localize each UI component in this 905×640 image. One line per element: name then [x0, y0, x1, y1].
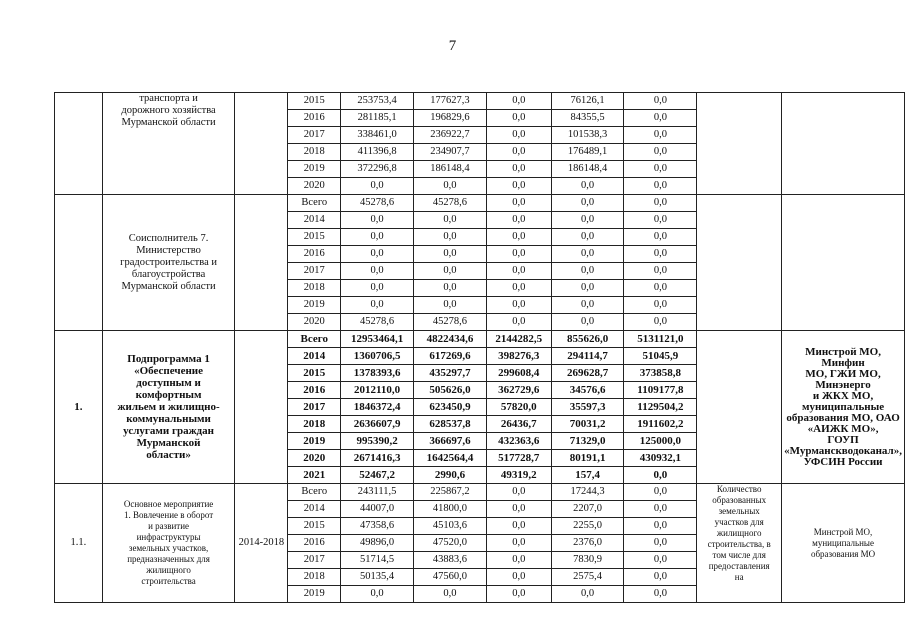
value-cell: 0,0 — [414, 178, 487, 195]
value-cell: 338461,0 — [341, 127, 414, 144]
value-cell: 225867,2 — [414, 484, 487, 501]
value-cell: 2671416,3 — [341, 450, 414, 467]
indicator-cell — [697, 331, 782, 484]
year-cell: 2019 — [288, 297, 341, 314]
value-cell: 0,0 — [486, 297, 551, 314]
program-name: транспорта и дорожного хозяйства Мурманской области — [102, 93, 235, 195]
value-cell: 1129504,2 — [624, 399, 697, 416]
value-cell: 0,0 — [486, 212, 551, 229]
value-cell: 0,0 — [486, 161, 551, 178]
period-cell — [235, 195, 288, 331]
table-row — [55, 195, 905, 212]
executors-cell — [782, 93, 905, 195]
year-cell: Всего — [288, 484, 341, 501]
value-cell: 505626,0 — [414, 382, 487, 399]
value-cell: 0,0 — [341, 212, 414, 229]
year-cell: 2018 — [288, 416, 341, 433]
value-cell: 0,0 — [624, 484, 697, 501]
value-cell: 0,0 — [551, 212, 624, 229]
value-cell: 299608,4 — [486, 365, 551, 382]
value-cell: 1642564,4 — [414, 450, 487, 467]
value-cell: 51714,5 — [341, 552, 414, 569]
value-cell: 2636607,9 — [341, 416, 414, 433]
value-cell: 0,0 — [486, 127, 551, 144]
value-cell: 196829,6 — [414, 110, 487, 127]
year-cell: 2020 — [288, 450, 341, 467]
value-cell: 17244,3 — [551, 484, 624, 501]
period-cell: 2014-2018 — [235, 484, 288, 603]
value-cell: 50135,4 — [341, 569, 414, 586]
value-cell: 0,0 — [551, 280, 624, 297]
value-cell: 2255,0 — [551, 518, 624, 535]
value-cell: 176489,1 — [551, 144, 624, 161]
year-cell: Всего — [288, 195, 341, 212]
value-cell: 71329,0 — [551, 433, 624, 450]
value-cell: 243111,5 — [341, 484, 414, 501]
year-cell: 2019 — [288, 161, 341, 178]
value-cell: 0,0 — [624, 229, 697, 246]
value-cell: 45278,6 — [341, 314, 414, 331]
value-cell: 2012110,0 — [341, 382, 414, 399]
value-cell: 281185,1 — [341, 110, 414, 127]
value-cell: 0,0 — [341, 297, 414, 314]
value-cell: 0,0 — [486, 110, 551, 127]
value-cell: 2207,0 — [551, 501, 624, 518]
year-cell: 2015 — [288, 365, 341, 382]
period-cell — [235, 93, 288, 195]
value-cell: 186148,4 — [414, 161, 487, 178]
value-cell: 0,0 — [486, 501, 551, 518]
value-cell: 0,0 — [486, 263, 551, 280]
program-table — [54, 92, 905, 603]
page-number: 7 — [448, 38, 457, 54]
value-cell: 0,0 — [624, 195, 697, 212]
value-cell: 0,0 — [551, 178, 624, 195]
value-cell: 47560,0 — [414, 569, 487, 586]
value-cell: 26436,7 — [486, 416, 551, 433]
year-cell: 2016 — [288, 382, 341, 399]
value-cell: 34576,6 — [551, 382, 624, 399]
row-number — [55, 195, 103, 331]
value-cell: 1911602,2 — [624, 416, 697, 433]
value-cell: 70031,2 — [551, 416, 624, 433]
value-cell: 49896,0 — [341, 535, 414, 552]
year-cell: 2018 — [288, 569, 341, 586]
value-cell: 0,0 — [341, 280, 414, 297]
value-cell: 0,0 — [624, 161, 697, 178]
year-cell: 2015 — [288, 518, 341, 535]
value-cell: 0,0 — [624, 586, 697, 603]
value-cell: 0,0 — [551, 229, 624, 246]
value-cell: 43883,6 — [414, 552, 487, 569]
value-cell: 0,0 — [486, 93, 551, 110]
year-cell: 2017 — [288, 552, 341, 569]
value-cell: 0,0 — [624, 297, 697, 314]
value-cell: 49319,2 — [486, 467, 551, 484]
value-cell: 435297,7 — [414, 365, 487, 382]
value-cell: 0,0 — [414, 263, 487, 280]
value-cell: 44007,0 — [341, 501, 414, 518]
value-cell: 0,0 — [551, 195, 624, 212]
value-cell: 12953464,1 — [341, 331, 414, 348]
value-cell: 0,0 — [624, 535, 697, 552]
value-cell: 0,0 — [624, 93, 697, 110]
value-cell: 0,0 — [486, 178, 551, 195]
value-cell: 366697,6 — [414, 433, 487, 450]
value-cell: 0,0 — [624, 110, 697, 127]
value-cell: 432363,6 — [486, 433, 551, 450]
year-cell: 2016 — [288, 110, 341, 127]
value-cell: 253753,4 — [341, 93, 414, 110]
value-cell: 0,0 — [624, 569, 697, 586]
value-cell: 294114,7 — [551, 348, 624, 365]
year-cell: 2020 — [288, 178, 341, 195]
value-cell: 0,0 — [486, 569, 551, 586]
value-cell: 1360706,5 — [341, 348, 414, 365]
value-cell: 80191,1 — [551, 450, 624, 467]
value-cell: 373858,8 — [624, 365, 697, 382]
value-cell: 47358,6 — [341, 518, 414, 535]
value-cell: 0,0 — [624, 178, 697, 195]
value-cell: 2575,4 — [551, 569, 624, 586]
value-cell: 2376,0 — [551, 535, 624, 552]
value-cell: 0,0 — [414, 586, 487, 603]
year-cell: 2018 — [288, 144, 341, 161]
year-cell: 2021 — [288, 467, 341, 484]
value-cell: 0,0 — [414, 212, 487, 229]
executors-cell: Минстрой МО, Минфин МО, ГЖИ МО, Минэнерго и ЖКХ МО, муниципальные образования МО, ОАО «АИЖК МО», ГОУП «Мурманскводоканал», УФСИН России — [782, 331, 905, 484]
value-cell: 0,0 — [414, 297, 487, 314]
value-cell: 41800,0 — [414, 501, 487, 518]
program-name: Основное мероприятие 1. Вовлечение в оборот и развитие инфраструктуры земельных участков, предназначенных для жилищного строительства — [102, 484, 235, 603]
value-cell: 0,0 — [551, 586, 624, 603]
row-number: 1.1. — [55, 484, 103, 603]
year-cell: 2016 — [288, 535, 341, 552]
year-cell: 2017 — [288, 127, 341, 144]
value-cell: 1846372,4 — [341, 399, 414, 416]
value-cell: 0,0 — [624, 127, 697, 144]
value-cell: 628537,8 — [414, 416, 487, 433]
year-cell: 2014 — [288, 348, 341, 365]
value-cell: 0,0 — [486, 246, 551, 263]
value-cell: 0,0 — [414, 229, 487, 246]
table-row — [55, 331, 905, 348]
year-cell: 2017 — [288, 263, 341, 280]
value-cell: 0,0 — [486, 144, 551, 161]
value-cell: 0,0 — [341, 246, 414, 263]
indicator-cell — [697, 195, 782, 331]
year-cell: 2019 — [288, 433, 341, 450]
value-cell: 398276,3 — [486, 348, 551, 365]
value-cell: 623450,9 — [414, 399, 487, 416]
value-cell: 236922,7 — [414, 127, 487, 144]
value-cell: 995390,2 — [341, 433, 414, 450]
value-cell: 411396,8 — [341, 144, 414, 161]
value-cell: 52467,2 — [341, 467, 414, 484]
value-cell: 0,0 — [486, 314, 551, 331]
value-cell: 2144282,5 — [486, 331, 551, 348]
value-cell: 186148,4 — [551, 161, 624, 178]
value-cell: 0,0 — [486, 229, 551, 246]
value-cell: 0,0 — [624, 552, 697, 569]
value-cell: 57820,0 — [486, 399, 551, 416]
period-cell — [235, 331, 288, 484]
table-row — [55, 93, 905, 110]
value-cell: 157,4 — [551, 467, 624, 484]
value-cell: 1378393,6 — [341, 365, 414, 382]
row-number: 1. — [55, 331, 103, 484]
value-cell: 51045,9 — [624, 348, 697, 365]
value-cell: 0,0 — [486, 518, 551, 535]
indicator-cell: Количество образованных земельных участков для жилищного строительства, в том числе для предоставления на — [697, 484, 782, 603]
value-cell: 0,0 — [486, 280, 551, 297]
value-cell: 45103,6 — [414, 518, 487, 535]
value-cell: 0,0 — [551, 314, 624, 331]
value-cell: 517728,7 — [486, 450, 551, 467]
value-cell: 101538,3 — [551, 127, 624, 144]
value-cell: 0,0 — [486, 195, 551, 212]
value-cell: 84355,5 — [551, 110, 624, 127]
row-number — [55, 93, 103, 195]
value-cell: 855626,0 — [551, 331, 624, 348]
value-cell: 430932,1 — [624, 450, 697, 467]
value-cell: 0,0 — [624, 467, 697, 484]
value-cell: 372296,8 — [341, 161, 414, 178]
executors-cell: Минстрой МО, муниципальные образования МО — [782, 484, 905, 603]
value-cell: 362729,6 — [486, 382, 551, 399]
value-cell: 45278,6 — [414, 195, 487, 212]
value-cell: 0,0 — [551, 246, 624, 263]
value-cell: 0,0 — [624, 314, 697, 331]
value-cell: 47520,0 — [414, 535, 487, 552]
value-cell: 0,0 — [624, 263, 697, 280]
value-cell: 234907,7 — [414, 144, 487, 161]
value-cell: 0,0 — [414, 246, 487, 263]
program-name: Подпрограмма 1 «Обеспечение доступным и комфортным жильем и жилищно- коммунальными услугами граждан Мурманской области» — [102, 331, 235, 484]
year-cell: 2015 — [288, 229, 341, 246]
value-cell: 0,0 — [624, 246, 697, 263]
value-cell: 0,0 — [341, 263, 414, 280]
value-cell: 0,0 — [551, 263, 624, 280]
value-cell: 0,0 — [486, 586, 551, 603]
value-cell: 0,0 — [486, 552, 551, 569]
value-cell: 0,0 — [624, 280, 697, 297]
value-cell: 7830,9 — [551, 552, 624, 569]
year-cell: 2015 — [288, 93, 341, 110]
table-row — [55, 484, 905, 501]
indicator-cell — [697, 93, 782, 195]
value-cell: 45278,6 — [341, 195, 414, 212]
value-cell: 0,0 — [624, 501, 697, 518]
value-cell: 0,0 — [486, 535, 551, 552]
value-cell: 76126,1 — [551, 93, 624, 110]
value-cell: 0,0 — [551, 297, 624, 314]
year-cell: 2017 — [288, 399, 341, 416]
value-cell: 2990,6 — [414, 467, 487, 484]
executors-cell — [782, 195, 905, 331]
value-cell: 269628,7 — [551, 365, 624, 382]
value-cell: 0,0 — [624, 212, 697, 229]
value-cell: 0,0 — [341, 178, 414, 195]
year-cell: 2014 — [288, 501, 341, 518]
value-cell: 125000,0 — [624, 433, 697, 450]
value-cell: 35597,3 — [551, 399, 624, 416]
value-cell: 0,0 — [486, 484, 551, 501]
value-cell: 45278,6 — [414, 314, 487, 331]
value-cell: 1109177,8 — [624, 382, 697, 399]
year-cell: 2018 — [288, 280, 341, 297]
value-cell: 0,0 — [414, 280, 487, 297]
program-name: Соисполнитель 7. Министерство градостроительства и благоустройства Мурманской области — [102, 195, 235, 331]
year-cell: 2020 — [288, 314, 341, 331]
value-cell: 617269,6 — [414, 348, 487, 365]
value-cell: 0,0 — [624, 144, 697, 161]
value-cell: 0,0 — [341, 586, 414, 603]
value-cell: 0,0 — [624, 518, 697, 535]
year-cell: 2014 — [288, 212, 341, 229]
value-cell: 4822434,6 — [414, 331, 487, 348]
value-cell: 5131121,0 — [624, 331, 697, 348]
year-cell: Всего — [288, 331, 341, 348]
year-cell: 2019 — [288, 586, 341, 603]
value-cell: 177627,3 — [414, 93, 487, 110]
value-cell: 0,0 — [341, 229, 414, 246]
year-cell: 2016 — [288, 246, 341, 263]
